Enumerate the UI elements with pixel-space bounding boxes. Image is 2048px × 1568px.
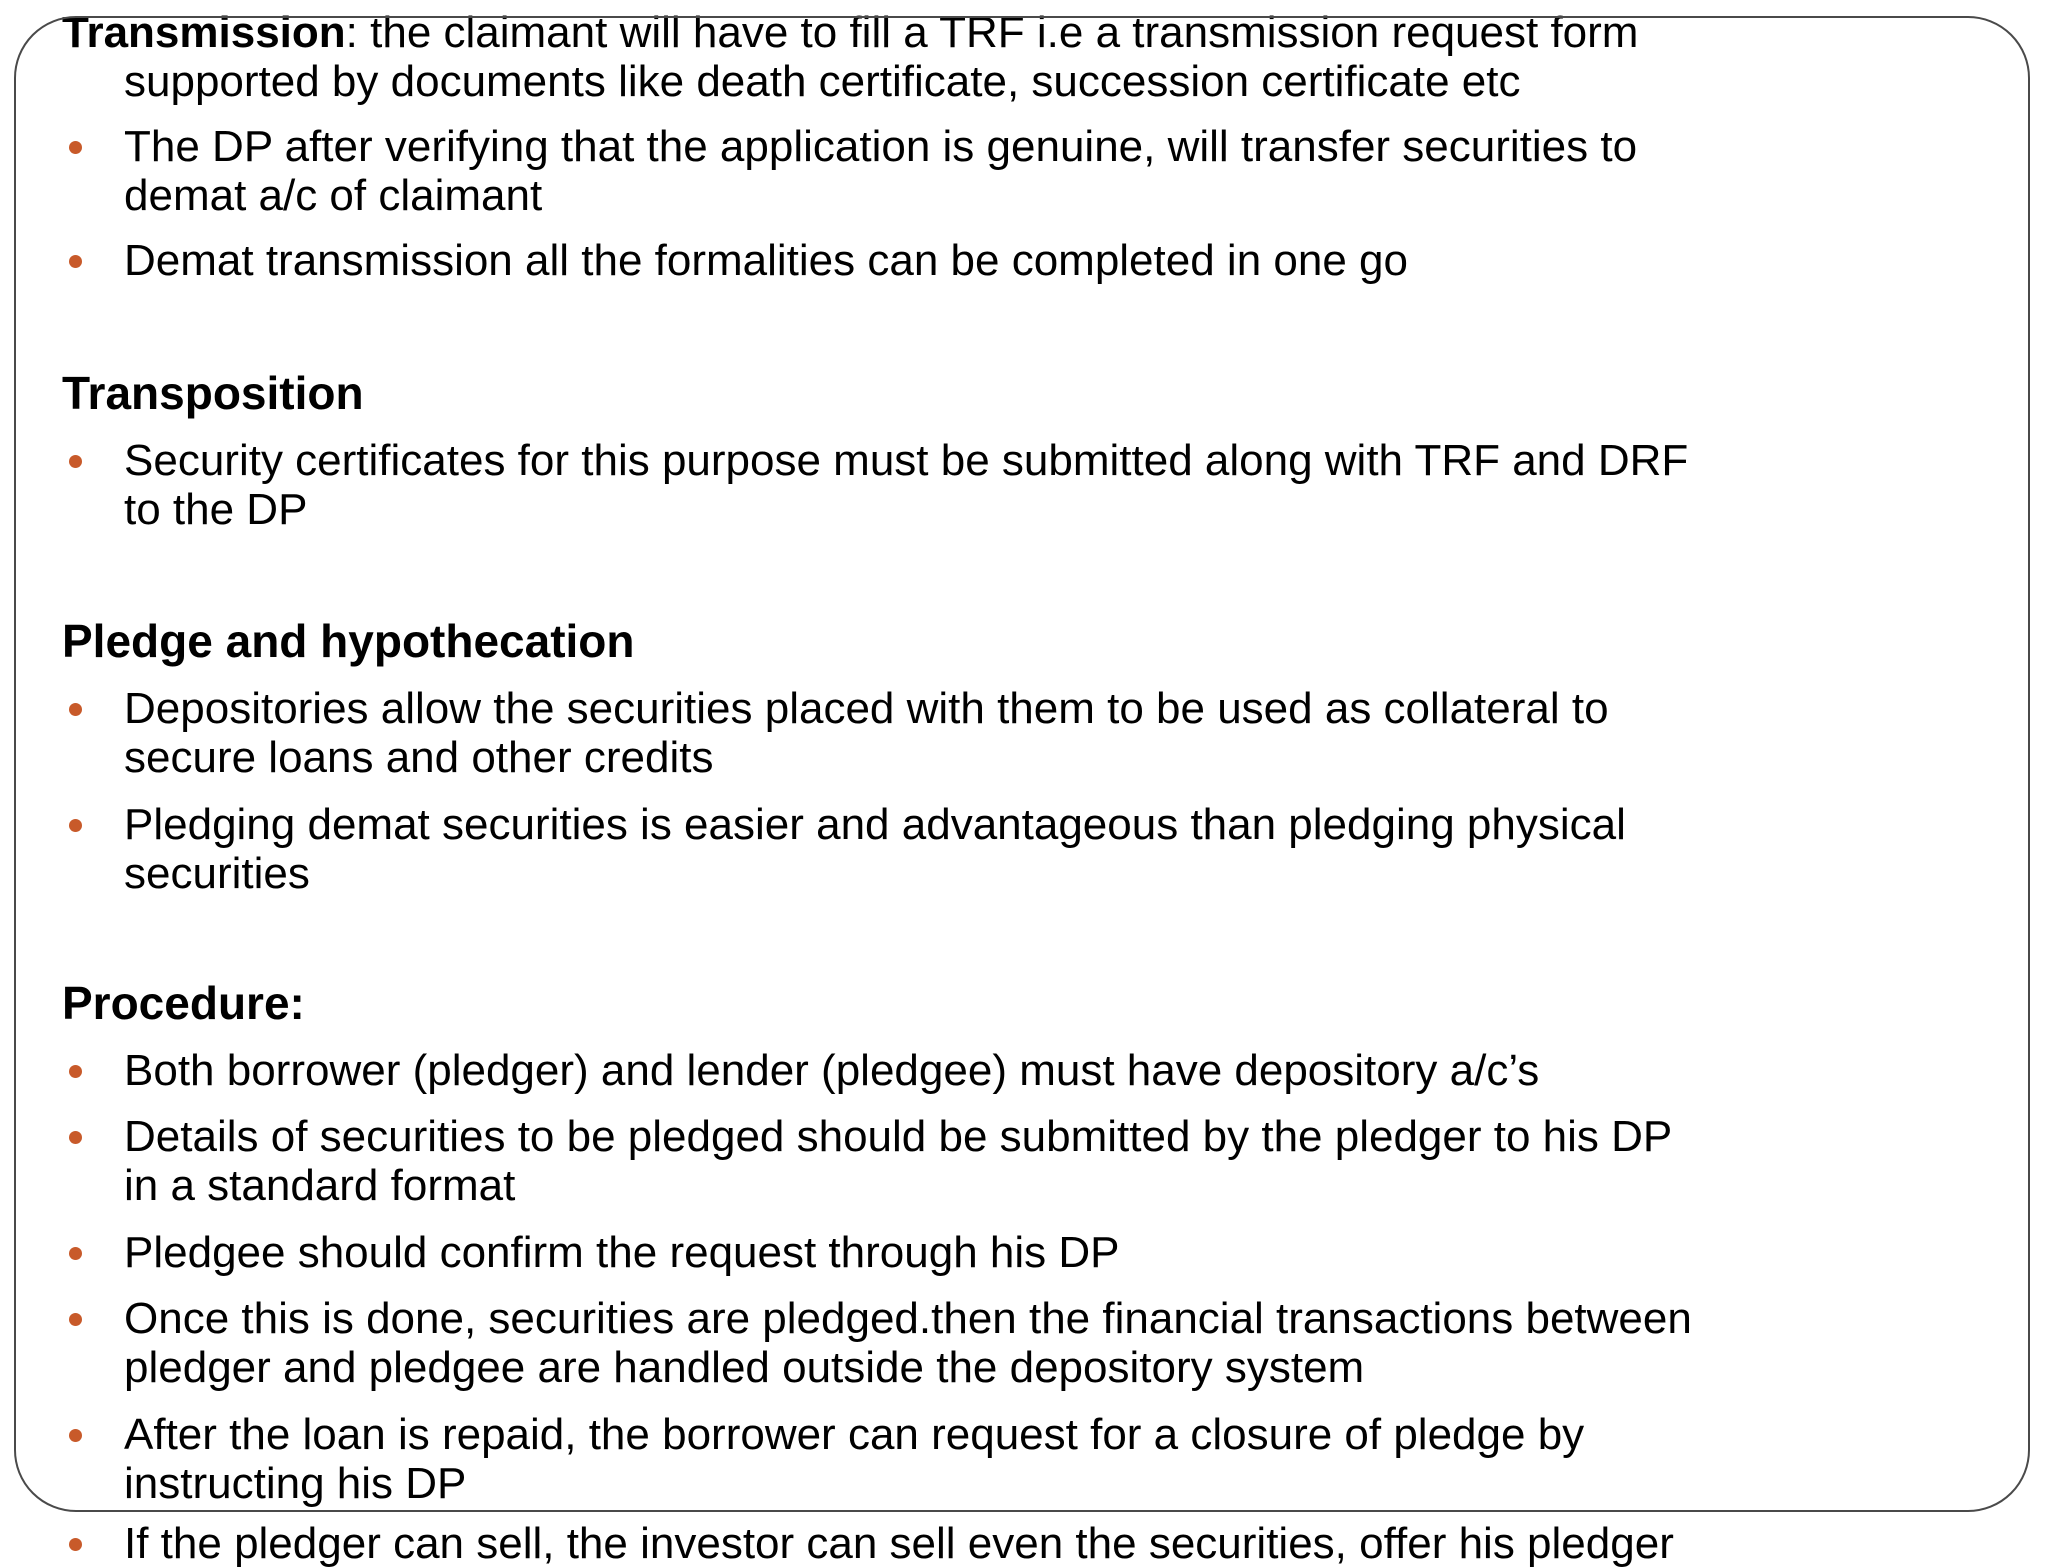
list-item-line1: The DP after verifying that the application is genuine, will transfer securities to bbox=[124, 122, 1638, 171]
list-item-line1: After the loan is repaid, the borrower can request for a closure of pledge by bbox=[124, 1410, 1585, 1459]
transmission-label: Transmission bbox=[62, 8, 346, 57]
transmission-intro-line2: supported by documents like death certificate, succession certificate etc bbox=[124, 57, 1521, 106]
list-item-line1: Details of securities to be pledged should be submitted by the pledger to his DP bbox=[124, 1112, 1673, 1161]
list-item bbox=[124, 1046, 2004, 1095]
list-item bbox=[124, 1410, 2004, 1508]
list-item-line1: Pledging demat securities is easier and advantageous than pledging physical bbox=[124, 800, 1626, 849]
section-heading-procedure: Procedure: bbox=[62, 977, 305, 1029]
list-item bbox=[124, 1112, 2004, 1210]
section-heading-transposition: Transposition bbox=[62, 367, 364, 419]
list-item bbox=[124, 800, 2004, 898]
bullet-dot-icon bbox=[69, 1429, 82, 1442]
transmission-intro bbox=[62, 8, 1942, 106]
list-item bbox=[124, 236, 2004, 285]
transmission-intro-line1: : the claimant will have to fill a TRF i.e a transmission request form bbox=[345, 8, 1639, 57]
list-item-line2: secure loans and other credits bbox=[124, 733, 714, 782]
bullet-dot-icon bbox=[69, 1247, 82, 1260]
bullet-dot-icon bbox=[69, 819, 82, 832]
list-item-line2: securities bbox=[124, 849, 310, 898]
list-item-line2: in a standard format bbox=[124, 1161, 516, 1210]
list-item-line1: Demat transmission all the formalities can be completed in one go bbox=[124, 236, 1408, 285]
list-item-line1: Pledgee should confirm the request through his DP bbox=[124, 1228, 1120, 1277]
list-item bbox=[124, 1294, 2004, 1392]
bullet-dot-icon bbox=[69, 1538, 82, 1551]
bullet-dot-icon bbox=[69, 1313, 82, 1326]
list-item-line1: Once this is done, securities are pledged.then the financial transactions between bbox=[124, 1294, 1692, 1343]
bullet-dot-icon bbox=[69, 1131, 82, 1144]
list-item bbox=[124, 1519, 2004, 1568]
list-item bbox=[124, 1228, 2004, 1277]
list-item bbox=[124, 122, 2004, 220]
list-item-line2: to the DP bbox=[124, 485, 308, 534]
list-item bbox=[124, 436, 2004, 534]
list-item-line1: If the pledger can sell, the investor can sell even the securities, offer his pledger bbox=[124, 1519, 1674, 1568]
bullet-dot-icon bbox=[69, 255, 82, 268]
list-item-line2: instructing his DP bbox=[124, 1459, 467, 1508]
bullet-dot-icon bbox=[69, 1065, 82, 1078]
bullet-dot-icon bbox=[69, 703, 82, 716]
list-item bbox=[124, 684, 2004, 782]
bullet-dot-icon bbox=[69, 141, 82, 154]
list-item-line1: Both borrower (pledger) and lender (pledgee) must have depository a/c’s bbox=[124, 1046, 1540, 1095]
section-heading-pledge: Pledge and hypothecation bbox=[62, 615, 635, 667]
list-item-line2: demat a/c of claimant bbox=[124, 171, 543, 220]
list-item-line2: pledger and pledgee are handled outside the depository system bbox=[124, 1343, 1365, 1392]
bullet-dot-icon bbox=[69, 455, 82, 468]
list-item-line1: Security certificates for this purpose must be submitted along with TRF and DRF bbox=[124, 436, 1689, 485]
list-item-line1: Depositories allow the securities placed with them to be used as collateral to bbox=[124, 684, 1609, 733]
